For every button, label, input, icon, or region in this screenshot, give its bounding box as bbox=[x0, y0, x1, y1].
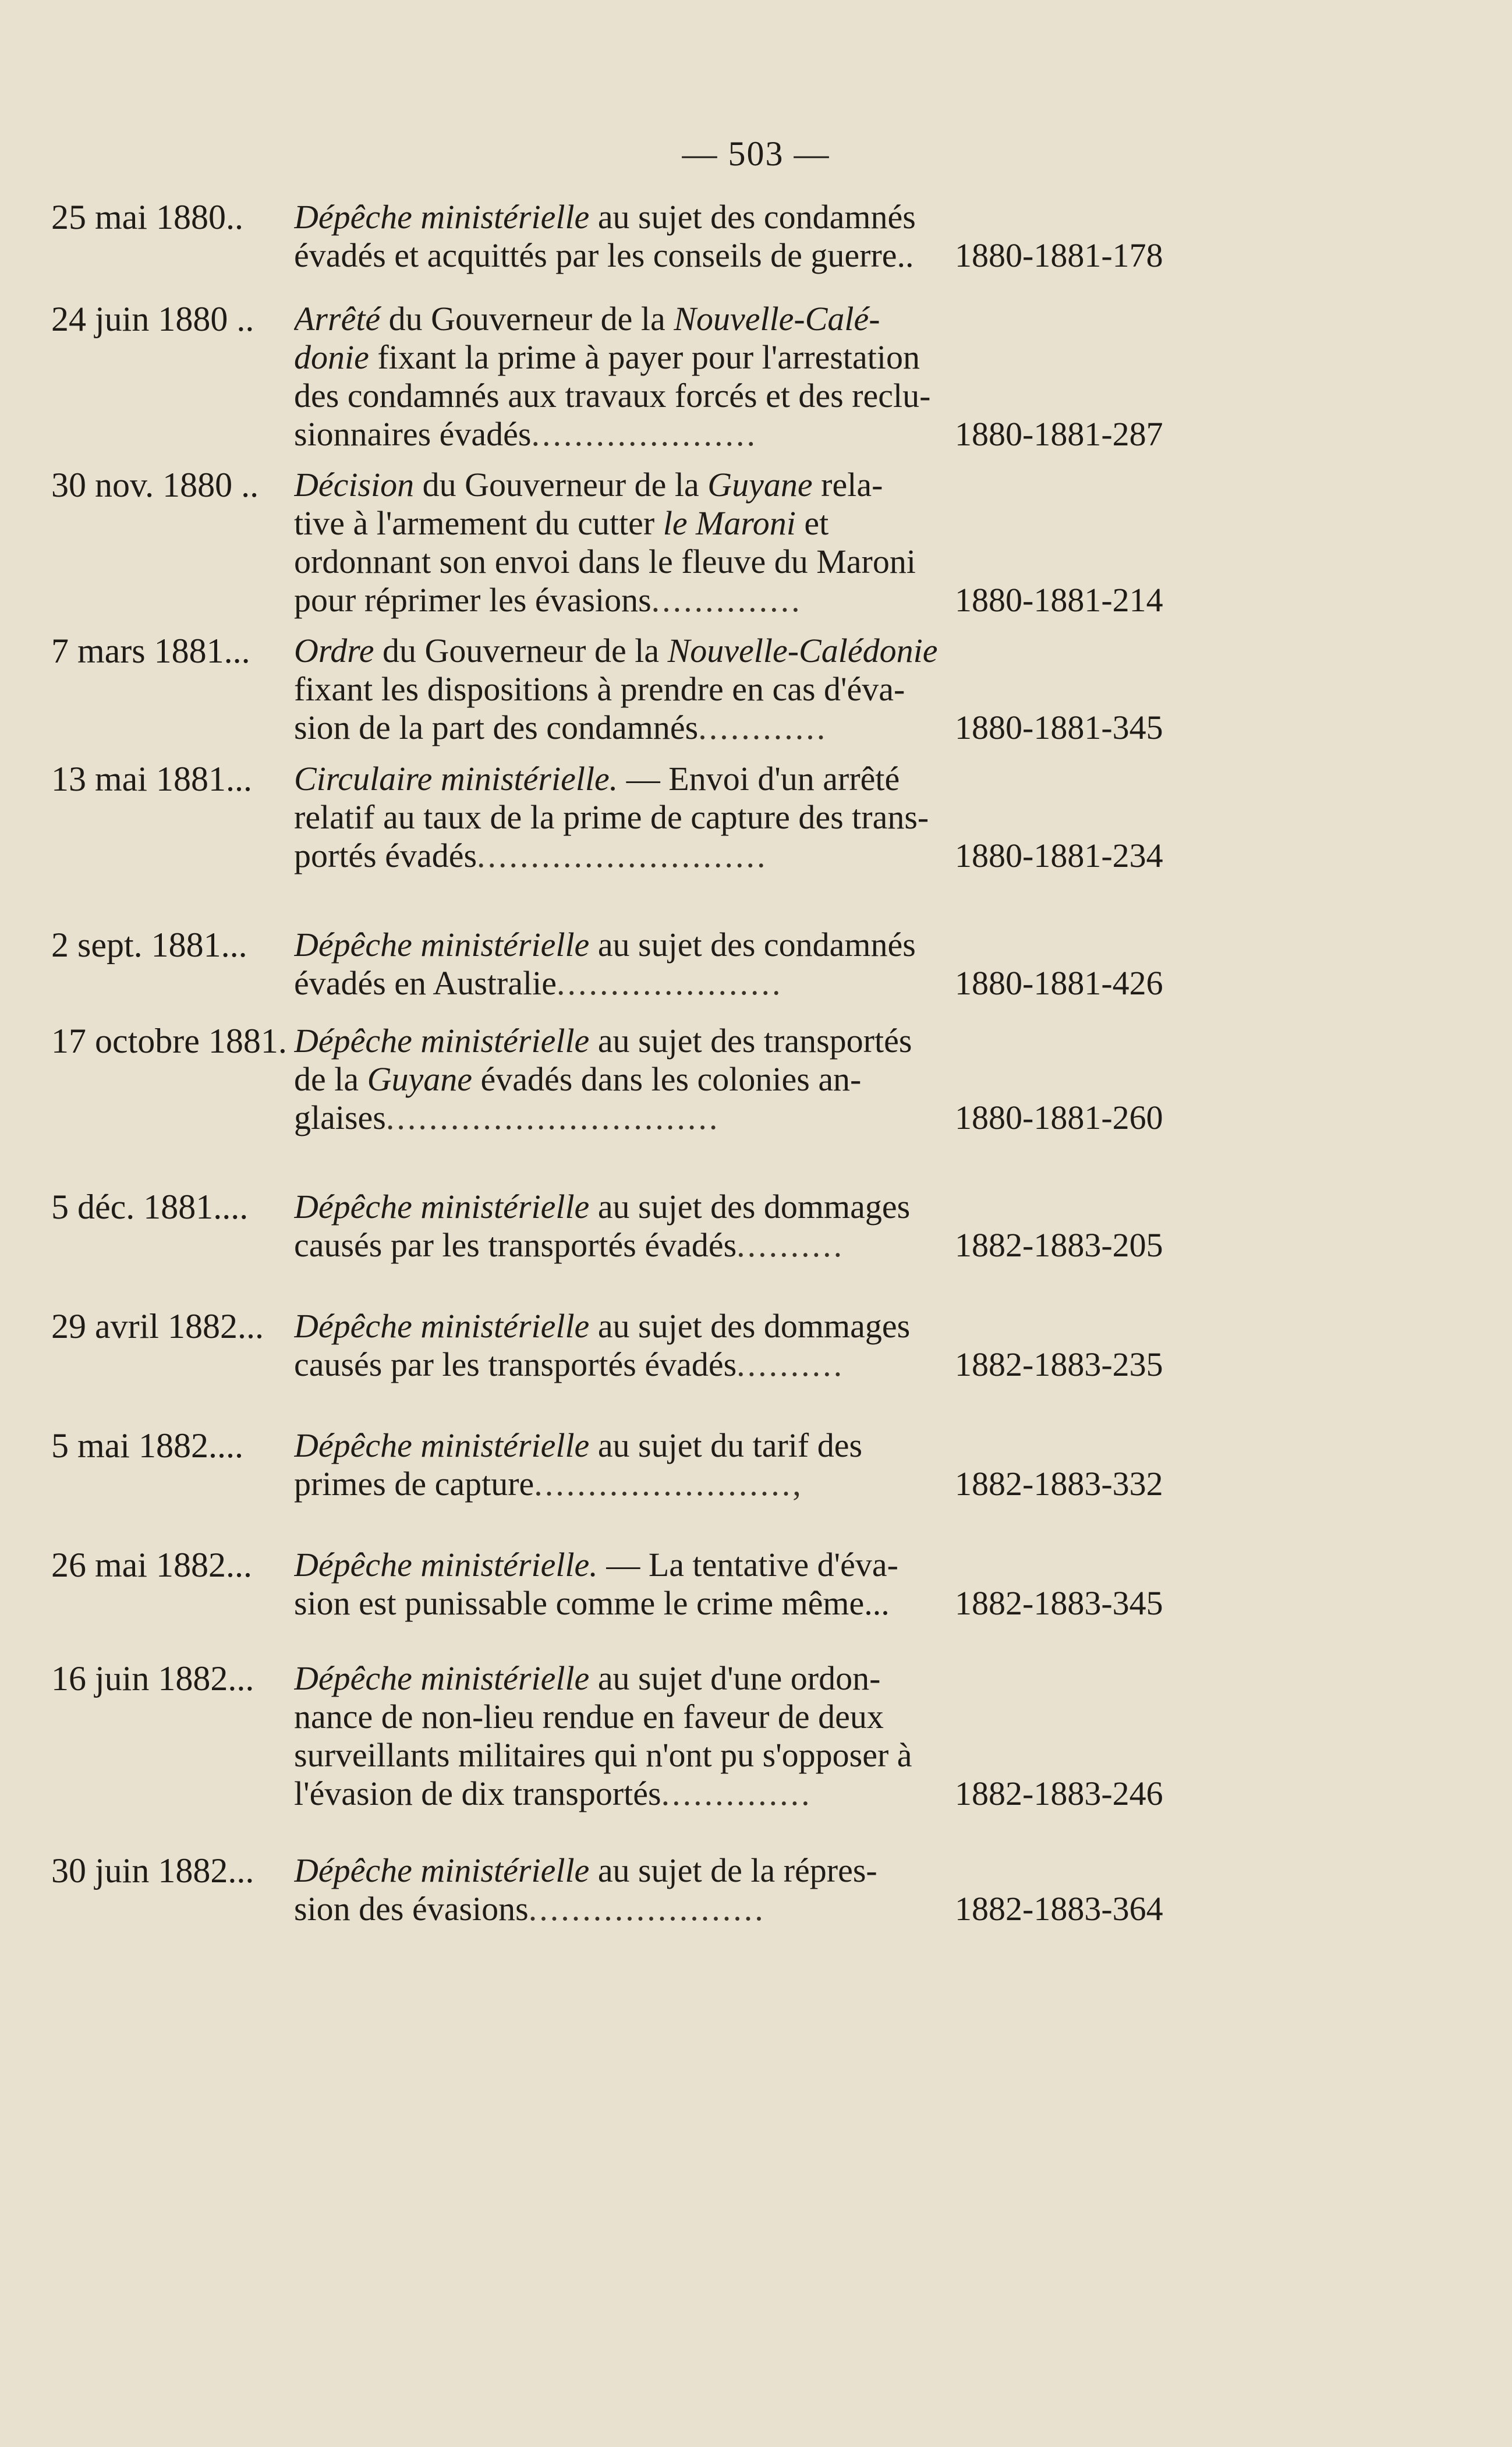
entry-description bbox=[294, 1188, 946, 1265]
entry-date: 30 nov. 1880 .. bbox=[51, 466, 259, 504]
leader-dots: .......... bbox=[736, 1345, 845, 1383]
italic-text: Dépêche ministérielle bbox=[294, 1022, 590, 1060]
description-line bbox=[294, 926, 946, 964]
page-reference: 1880-1881-214 bbox=[955, 581, 1163, 619]
entry-description bbox=[294, 1546, 946, 1623]
italic-text: Dépêche ministérielle bbox=[294, 1426, 590, 1464]
entry-date: 5 déc. 1881.... bbox=[51, 1188, 249, 1226]
description-line bbox=[294, 709, 946, 747]
plain-text: et bbox=[795, 504, 829, 542]
leader-dots: ........................... bbox=[477, 837, 768, 874]
leader-dots: ..................... bbox=[556, 964, 783, 1002]
description-line bbox=[294, 377, 946, 415]
italic-text: Nouvelle-Calé- bbox=[674, 300, 880, 338]
leader-dots: ............................... bbox=[385, 1099, 720, 1136]
plain-text: primes de capture bbox=[294, 1465, 534, 1503]
plain-text: pour réprimer les évasions bbox=[294, 581, 651, 619]
plain-text: rela- bbox=[812, 466, 883, 504]
plain-text: — La tentative d'éva- bbox=[597, 1546, 898, 1584]
leader-dots: .............. bbox=[661, 1775, 812, 1812]
italic-text: Dépêche ministérielle bbox=[294, 1659, 590, 1697]
leader-dots: ...................... bbox=[528, 1890, 766, 1928]
plain-text: sionnaires évadés bbox=[294, 415, 532, 453]
entry-date: 30 juin 1882... bbox=[51, 1851, 254, 1890]
plain-text: évadés dans les colonies an- bbox=[472, 1060, 862, 1098]
description-line bbox=[294, 1188, 946, 1226]
description-line bbox=[294, 1546, 946, 1584]
entry-date: 2 sept. 1881... bbox=[51, 926, 247, 964]
italic-text: Circulaire ministérielle. bbox=[294, 760, 618, 798]
italic-text: Dépêche ministérielle bbox=[294, 926, 590, 964]
italic-text: Ordre bbox=[294, 632, 374, 670]
description-line bbox=[294, 466, 946, 504]
description-line bbox=[294, 581, 946, 619]
plain-text: causés par les transportés évadés bbox=[294, 1345, 737, 1383]
italic-text: Arrêté bbox=[294, 300, 381, 338]
entry-date: 25 mai 1880.. bbox=[51, 198, 243, 236]
plain-text: surveillants militaires qui n'ont pu s'opposer à bbox=[294, 1736, 912, 1774]
plain-text: sion des évasions bbox=[294, 1890, 529, 1928]
entry-description bbox=[294, 466, 946, 619]
page-reference: 1880-1881-345 bbox=[955, 709, 1163, 746]
italic-text: donie bbox=[294, 338, 369, 376]
page-reference: 1880-1881-426 bbox=[955, 964, 1163, 1002]
description-line bbox=[294, 1775, 946, 1813]
plain-text: — Envoi d'un arrêté bbox=[618, 760, 900, 798]
entry-date: 26 mai 1882... bbox=[51, 1546, 252, 1584]
description-line bbox=[294, 632, 946, 670]
entry-date: 24 juin 1880 .. bbox=[51, 300, 254, 338]
description-line bbox=[294, 964, 946, 1003]
description-line bbox=[294, 504, 946, 543]
italic-text: Guyane bbox=[707, 466, 813, 504]
page-reference: 1880-1881-260 bbox=[955, 1099, 1163, 1136]
description-line bbox=[294, 760, 946, 798]
entry-description bbox=[294, 300, 946, 454]
entry-date: 13 mai 1881... bbox=[51, 760, 252, 798]
entry-description bbox=[294, 926, 946, 1003]
description-line bbox=[294, 1022, 946, 1060]
page-reference: 1882-1883-235 bbox=[955, 1345, 1163, 1383]
description-line bbox=[294, 1465, 946, 1503]
description-line bbox=[294, 1851, 946, 1890]
leader-dots: ............ bbox=[698, 709, 828, 746]
plain-text: évadés et acquittés par les conseils de guerre.. bbox=[294, 236, 914, 274]
description-line bbox=[294, 837, 946, 875]
entry-description bbox=[294, 198, 946, 275]
plain-text: sion est punissable comme le crime même... bbox=[294, 1584, 890, 1622]
description-line bbox=[294, 198, 946, 236]
entry-description bbox=[294, 632, 946, 747]
leader-dots: ........................, bbox=[534, 1465, 803, 1503]
leader-dots: .............. bbox=[651, 581, 802, 619]
description-line bbox=[294, 1426, 946, 1465]
plain-text: ordonnant son envoi dans le fleuve du Maroni bbox=[294, 543, 916, 580]
plain-text: causés par les transportés évadés bbox=[294, 1226, 737, 1264]
entry-description bbox=[294, 1022, 946, 1137]
description-line bbox=[294, 1584, 946, 1623]
description-line bbox=[294, 798, 946, 837]
entry-date: 16 juin 1882... bbox=[51, 1659, 254, 1698]
plain-text: du Gouverneur de la bbox=[380, 300, 674, 338]
description-line bbox=[294, 1099, 946, 1137]
description-line bbox=[294, 1890, 946, 1928]
page-reference: 1882-1883-364 bbox=[955, 1890, 1163, 1928]
page-reference: 1880-1881-234 bbox=[955, 837, 1163, 874]
italic-text: Dépêche ministérielle bbox=[294, 1851, 590, 1889]
plain-text: au sujet des transportés bbox=[589, 1022, 912, 1060]
plain-text: portés évadés bbox=[294, 837, 477, 874]
page-reference: 1880-1881-178 bbox=[955, 236, 1163, 274]
italic-text: Dépêche ministérielle bbox=[294, 198, 590, 236]
page-reference: 1880-1881-287 bbox=[955, 415, 1163, 453]
plain-text: l'évasion de dix transportés bbox=[294, 1775, 661, 1812]
description-line bbox=[294, 415, 946, 454]
italic-text: le Maroni bbox=[663, 504, 796, 542]
entry-description bbox=[294, 1659, 946, 1813]
page-reference: 1882-1883-205 bbox=[955, 1226, 1163, 1264]
entry-date: 17 octobre 1881. bbox=[51, 1022, 287, 1060]
plain-text: du Gouverneur de la bbox=[414, 466, 708, 504]
entry-date: 7 mars 1881... bbox=[51, 632, 250, 670]
page-number: — 503 — bbox=[682, 134, 830, 173]
description-line bbox=[294, 338, 946, 377]
italic-text: Dépêche ministérielle bbox=[294, 1188, 590, 1226]
entry-description bbox=[294, 760, 946, 875]
description-line bbox=[294, 300, 946, 338]
description-line bbox=[294, 543, 946, 581]
page-reference: 1882-1883-332 bbox=[955, 1465, 1163, 1503]
entry-description bbox=[294, 1426, 946, 1503]
description-line bbox=[294, 1698, 946, 1736]
plain-text: de la bbox=[294, 1060, 367, 1098]
plain-text: relatif au taux de la prime de capture des trans- bbox=[294, 798, 929, 836]
plain-text: du Gouverneur de la bbox=[374, 632, 668, 670]
italic-text: Décision bbox=[294, 466, 415, 504]
entry-date: 29 avril 1882... bbox=[51, 1307, 264, 1345]
plain-text: nance de non-lieu rendue en faveur de deux bbox=[294, 1698, 884, 1736]
description-line bbox=[294, 1060, 946, 1099]
description-line bbox=[294, 1226, 946, 1265]
plain-text: au sujet des condamnés bbox=[589, 926, 916, 964]
leader-dots: ..................... bbox=[531, 415, 757, 453]
plain-text: tive à l'armement du cutter bbox=[294, 504, 663, 542]
plain-text: sion de la part des condamnés bbox=[294, 709, 699, 746]
italic-text: Dépêche ministérielle. bbox=[294, 1546, 598, 1584]
plain-text: au sujet des dommages bbox=[589, 1188, 911, 1226]
plain-text: au sujet d'une ordon- bbox=[589, 1659, 881, 1697]
entry-description bbox=[294, 1851, 946, 1928]
italic-text: Nouvelle-Calédonie bbox=[667, 632, 938, 670]
page-reference: 1882-1883-246 bbox=[955, 1775, 1163, 1812]
plain-text: au sujet des condamnés bbox=[589, 198, 916, 236]
description-line bbox=[294, 670, 946, 709]
plain-text: évadés en Australie bbox=[294, 964, 557, 1002]
plain-text: au sujet de la répres- bbox=[589, 1851, 877, 1889]
plain-text: fixant la prime à payer pour l'arrestation bbox=[377, 338, 920, 376]
plain-text: au sujet des dommages bbox=[589, 1307, 911, 1345]
plain-text: fixant les dispositions à prendre en cas d'éva- bbox=[294, 670, 905, 708]
entry-date: 5 mai 1882.... bbox=[51, 1426, 243, 1465]
leader-dots: .......... bbox=[736, 1226, 845, 1264]
plain-text: des condamnés aux travaux forcés et des reclu- bbox=[294, 377, 931, 415]
description-line bbox=[294, 1307, 946, 1345]
description-line bbox=[294, 1736, 946, 1775]
description-line bbox=[294, 1345, 946, 1384]
description-line bbox=[294, 236, 946, 275]
plain-text: glaises bbox=[294, 1099, 386, 1136]
description-line bbox=[294, 1659, 946, 1698]
plain-text: au sujet du tarif des bbox=[589, 1426, 863, 1464]
entry-description bbox=[294, 1307, 946, 1384]
italic-text: Guyane bbox=[367, 1060, 472, 1098]
italic-text: Dépêche ministérielle bbox=[294, 1307, 590, 1345]
page-reference: 1882-1883-345 bbox=[955, 1584, 1163, 1622]
